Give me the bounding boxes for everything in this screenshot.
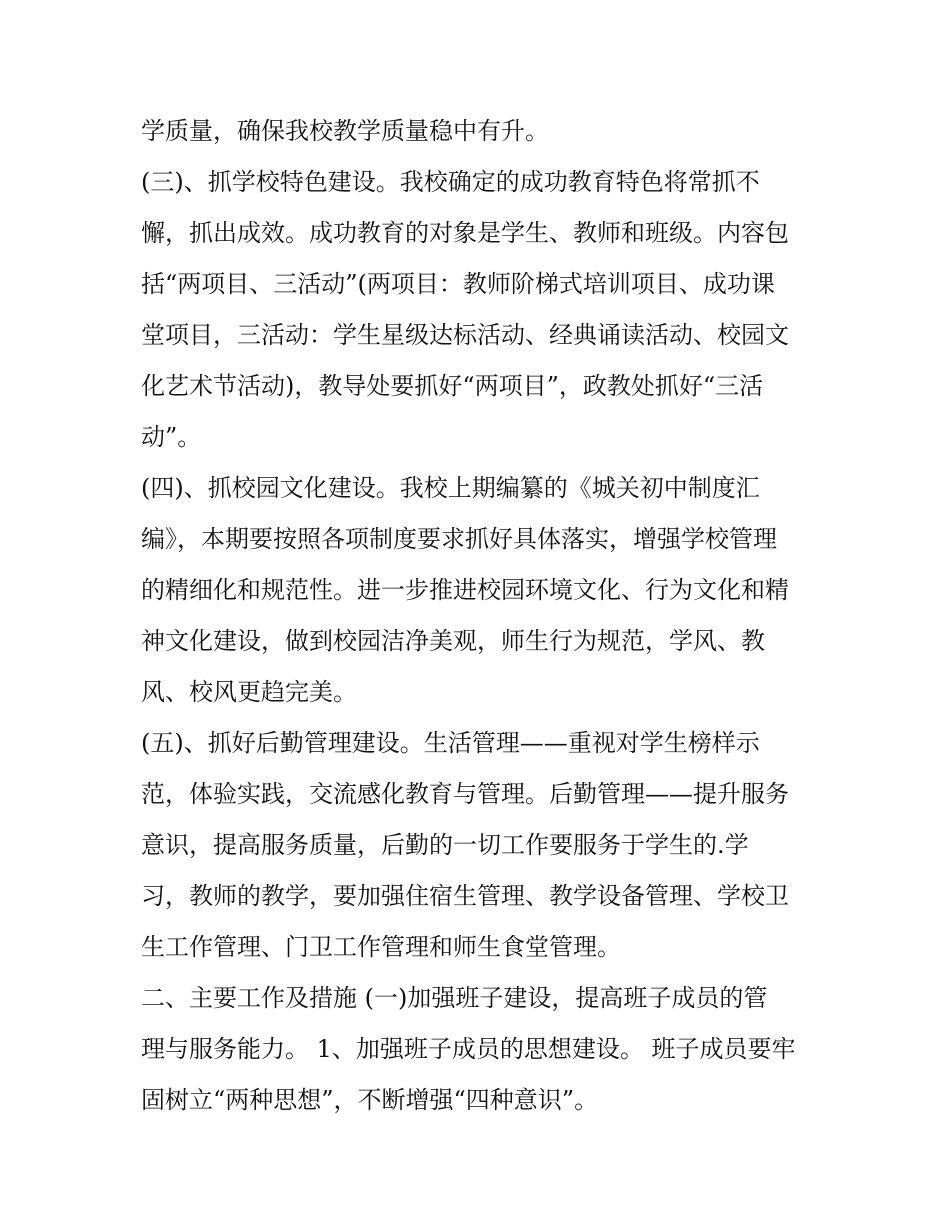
text-line: 编》，本期要按照各项制度要求抓好具体落实，增强学校管理 xyxy=(141,525,777,553)
text-line: 范，体验实践，交流感化教育与管理。后勤管理——提升服务 xyxy=(141,780,789,808)
text-line: 固树立“两种思想”，不断增强“四种意识”。 xyxy=(141,1086,599,1114)
text-line: 意识，提高服务质量，后勤的一切工作要服务于学生的.学 xyxy=(141,831,749,859)
text-line: 习，教师的教学，要加强住宿生管理、教学设备管理、学校卫 xyxy=(141,882,789,910)
text-line: (五)、抓好后勤管理建设。生活管理——重视对学生榜样示 xyxy=(141,729,760,757)
text-line: 括“两项目、三活动”(两项目：教师阶梯式培训项目、成功课 xyxy=(141,270,775,298)
text-line: (四)、抓校园文化建设。我校上期编纂的《城关初中制度汇 xyxy=(141,474,760,502)
text-line: 动”。 xyxy=(141,423,202,451)
text-line: 化艺术节活动)，教导处要抓好“两项目”，政教处抓好“三活 xyxy=(141,372,764,400)
text-line: 堂项目，三活动：学生星级达标活动、经典诵读活动、校园文 xyxy=(141,321,789,349)
text-line: 懈，抓出成效。成功教育的对象是学生、教师和班级。内容包 xyxy=(141,219,789,247)
text-line: 二、主要工作及措施 (一)加强班子建设，提高班子成员的管 xyxy=(141,984,768,1012)
text-line: (三)、抓学校特色建设。我校确定的成功教育特色将常抓不 xyxy=(141,168,760,196)
text-line: 理与服务能力。 1、加强班子成员的思想建设。 班子成员要牢 xyxy=(141,1035,796,1063)
document-body xyxy=(141,106,821,1126)
text-line: 风、校风更趋完美。 xyxy=(141,678,357,706)
text-line: 学质量，确保我校教学质量稳中有升。 xyxy=(141,117,549,145)
text-line: 神文化建设，做到校园洁净美观，师生行为规范，学风、教 xyxy=(141,627,765,655)
text-line: 生工作管理、门卫工作管理和师生食堂管理。 xyxy=(141,933,621,961)
text-line: 的精细化和规范性。进一步推进校园环境文化、行为文化和精 xyxy=(141,576,789,604)
